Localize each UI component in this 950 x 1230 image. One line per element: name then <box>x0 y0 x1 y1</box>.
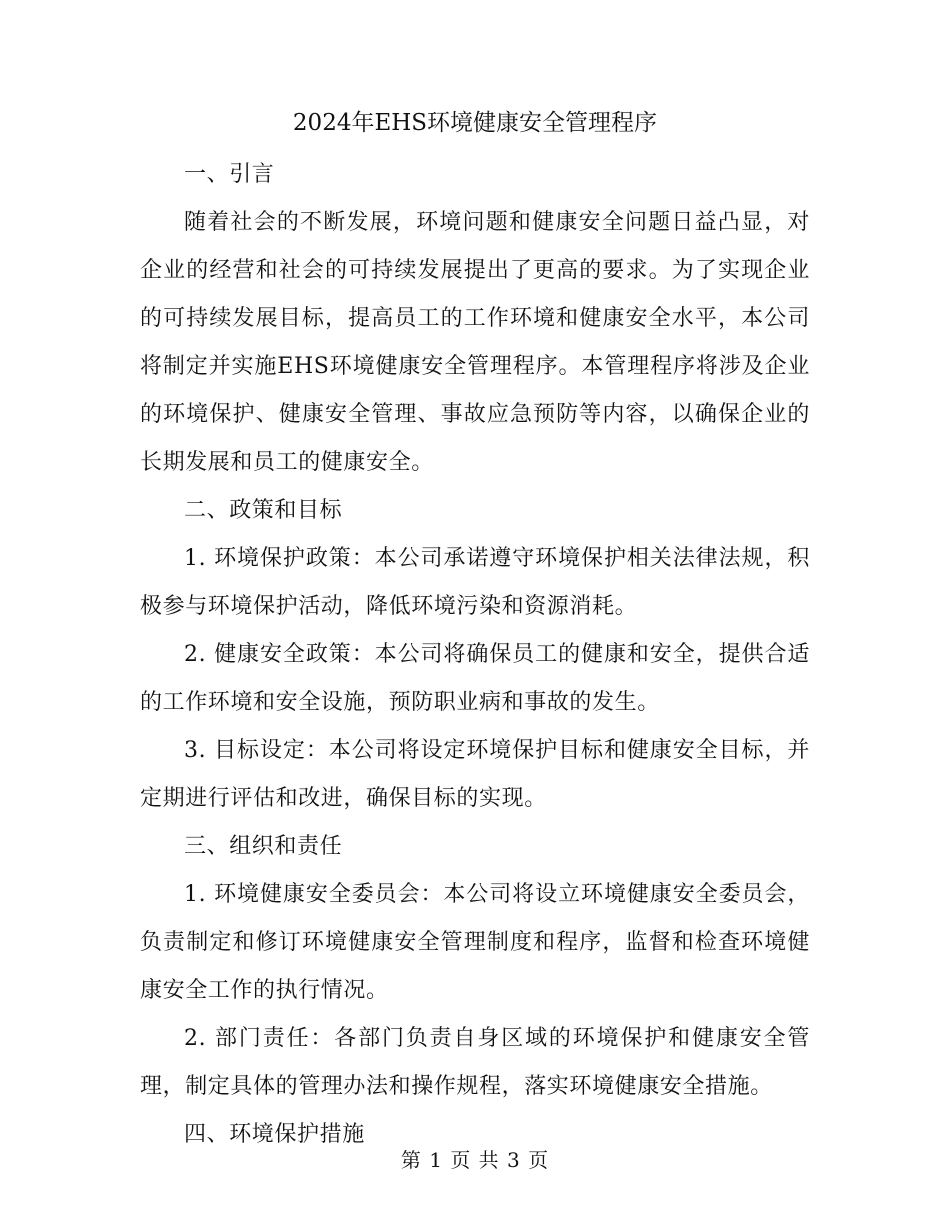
section-heading-organization: 三、组织和责任 <box>184 834 343 859</box>
paragraph-health-safety-policy: 2. 健康安全政策：本公司将确保员工的健康和安全，提供合适的工作环境和安全设施，预防职业病和事故的发生。 <box>140 642 810 715</box>
paragraph-goal-setting: 3. 目标设定：本公司将设定环境保护目标和健康安全目标，并定期进行评估和改进，确保目标的实现。 <box>140 738 810 811</box>
section-heading-introduction: 一、引言 <box>184 162 275 187</box>
section-heading-policy-goals: 二、政策和目标 <box>184 498 343 523</box>
section-heading-environment-measures: 四、环境保护措施 <box>184 1122 365 1147</box>
page-number-footer: 第 1 页 共 3 页 <box>400 1148 550 1172</box>
paragraph-ehs-committee: 1. 环境健康安全委员会：本公司将设立环境健康安全委员会，负责制定和修订环境健康安全管理制度和程序，监督和检查环境健康安全工作的执行情况。 <box>140 882 810 1003</box>
paragraph-introduction: 随着社会的不断发展，环境问题和健康安全问题日益凸显，对企业的经营和社会的可持续发展提出了更高的要求。为了实现企业的可持续发展目标，提高员工的工作环境和健康安全水平，本公司将制定并实施EHS环境健康安全管理程序。本管理程序将涉及企业的环境保护、健康安全管理、事故应急预防等内容，以确保企业的长期发展和员工的健康安全。 <box>140 210 810 475</box>
document-body <box>140 103 810 1159</box>
document-title: 2024年EHS环境健康安全管理程序 <box>292 110 658 136</box>
paragraph-environment-policy: 1. 环境保护政策：本公司承诺遵守环境保护相关法律法规，积极参与环境保护活动，降低环境污染和资源消耗。 <box>140 546 810 619</box>
paragraph-department-responsibility: 2. 部门责任：各部门负责自身区域的环境保护和健康安全管理，制定具体的管理办法和操作规程，落实环境健康安全措施。 <box>140 1026 810 1099</box>
